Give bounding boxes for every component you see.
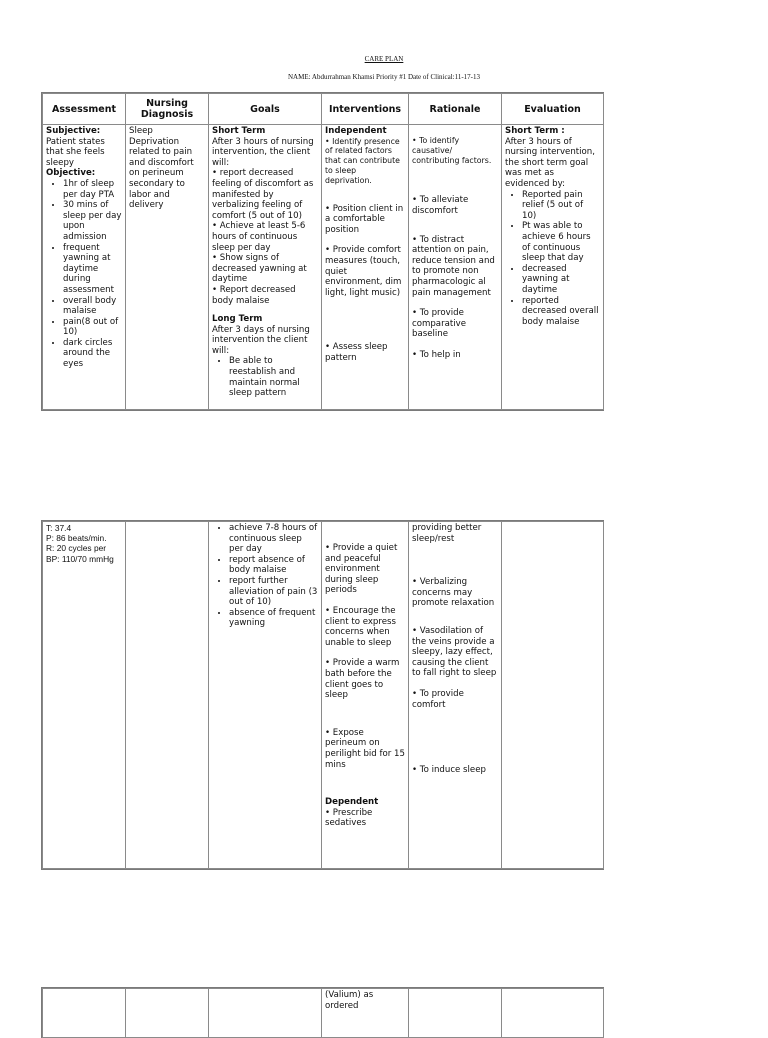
evaluation-label: Short Term : — [505, 126, 565, 136]
short-term-goal: • Show signs of decreased yawning at daytime — [212, 253, 307, 285]
interventions-cell-cont — [322, 989, 409, 1038]
objective-item: • pain(8 out of 10) — [63, 317, 122, 338]
intervention-item: • Encourage the client to express concerns when unable to sleep — [325, 605, 396, 648]
objective-item: • dark circles around the eyes — [63, 338, 122, 370]
dependent-label: Dependent — [325, 797, 379, 808]
vital-sign: R: 20 cycles per — [46, 543, 107, 554]
diagnosis-cell-cont — [126, 522, 209, 869]
rationale-item: • Vasodilation of the veins provide a sleepy, lazy effect, causing the client to fall right to sleep — [412, 625, 497, 679]
intervention-item: • Position client in a comfortable position — [325, 203, 404, 235]
evaluation-item: • decreased yawning at daytime — [522, 264, 600, 296]
care-plan-table-page2 — [41, 520, 604, 870]
rationale-item: • To provide comfort — [412, 688, 464, 710]
vital-sign: BP: 110/70 mmHg — [46, 553, 114, 564]
interventions-cell — [322, 125, 409, 410]
rationale-item: • To induce sleep — [412, 765, 486, 776]
care-plan-title: CARE PLAN — [364, 55, 404, 63]
diagnosis-text: Sleep Deprivation related to pain and discomfort on perineum secondary to labor and delivery — [129, 126, 194, 211]
short-term-label: Short Term — [212, 126, 266, 136]
col-header-nursing-diagnosis: Nursing Diagnosis — [126, 94, 209, 125]
rationale-item: • To help in — [412, 349, 461, 360]
care-plan-table-page1 — [41, 92, 604, 411]
intervention-item: • Assess sleep pattern — [325, 342, 388, 363]
short-term-goal: • report decreased feeling of discomfort as manifested by verbalizing feeling of comfort (5 out of 10) — [212, 168, 314, 221]
intervention-item: • Provide a quiet and peaceful environment during sleep periods — [325, 543, 398, 596]
intervention-item: • Prescribe sedatives — [325, 807, 373, 829]
patient-name-line: NAME: Abdurrahman Khamsi Priority #1 Date of Clinical:11-17-13 — [287, 73, 480, 81]
evaluation-item: • Reported pain relief (5 out of 10) — [522, 190, 600, 222]
vitals-cell — [43, 522, 126, 869]
objective-label: Objective: — [46, 168, 96, 179]
assessment-cell-cont — [43, 989, 126, 1038]
objective-item: • overall body malaise — [63, 296, 122, 317]
objective-item: • frequent yawning at daytime during assessment — [63, 243, 122, 296]
objective-item: • 30 mins of sleep per day upon admission — [63, 200, 122, 242]
evaluation-cell-cont — [502, 522, 604, 869]
care-plan-table-page3 — [41, 987, 604, 1038]
intervention-item: • Identify presence of related factors that can contribute to sleep deprivation. — [325, 136, 400, 185]
col-header-rationale: Rationale — [409, 94, 502, 125]
rationale-cell — [409, 125, 502, 410]
diagnosis-cell — [126, 125, 209, 410]
rationale-cell-cont — [409, 522, 502, 869]
evaluation-cell-cont — [502, 989, 604, 1038]
rationale-item: providing better sleep/rest — [412, 523, 482, 544]
assessment-cell — [43, 125, 126, 410]
goals-cell — [209, 125, 322, 410]
rationale-cell-cont — [409, 989, 502, 1038]
independent-label: Independent — [325, 126, 387, 136]
rationale-item: • To provide comparative baseline — [412, 308, 467, 340]
evaluation-item: • reported decreased overall body malaise — [522, 296, 600, 328]
intervention-item: • Provide comfort measures (touch, quiet environment, dim light, light music) — [325, 245, 402, 298]
evaluation-cell — [502, 125, 604, 410]
col-header-goals: Goals — [209, 94, 322, 125]
intervention-item: • Provide a warm bath before the client goes to sleep — [325, 658, 400, 701]
short-term-goal: • Achieve at least 5-6 hours of continuous sleep per day — [212, 221, 306, 253]
long-term-goal: • report absence of body malaise — [229, 555, 318, 576]
subjective-label: Subjective: — [46, 126, 101, 136]
rationale-item: • To distract attention on pain, reduce tension and to promote non pharmacologic al pain management — [412, 234, 495, 298]
intervention-item: (Valium) as ordered — [325, 990, 374, 1011]
short-term-intro: After 3 hours of nursing intervention, the client will: — [212, 136, 314, 168]
objective-item: • 1hr of sleep per day PTA — [63, 179, 122, 200]
col-header-evaluation: Evaluation — [502, 94, 604, 125]
intervention-item: • Expose perineum on perilight bid for 15 mins — [325, 727, 405, 770]
short-term-goal: • Report decreased body malaise — [212, 284, 296, 306]
long-term-goal: • absence of frequent yawning — [229, 608, 318, 629]
long-term-goal: • achieve 7-8 hours of continuous sleep per day — [229, 523, 318, 555]
vital-sign: P: 86 beats/min. — [46, 533, 107, 544]
goals-cell-cont — [209, 989, 322, 1038]
col-header-assessment: Assessment — [43, 94, 126, 125]
long-term-goal: • Be able to reestablish and maintain normal sleep pattern — [229, 356, 318, 398]
long-term-label: Long Term — [212, 314, 263, 325]
long-term-intro: After 3 days of nursing intervention the client will: — [212, 324, 310, 356]
col-header-interventions: Interventions — [322, 94, 409, 125]
vital-sign: T: 37.4 — [46, 523, 72, 533]
goals-cell-cont — [209, 522, 322, 869]
rationale-item: • To identify causative/ contributing factors. — [412, 136, 492, 165]
subjective-text: Patient states that she feels sleepy — [46, 136, 105, 168]
interventions-cell-cont — [322, 522, 409, 869]
rationale-item: • To alleviate discomfort — [412, 195, 469, 216]
evaluation-intro: After 3 hours of nursing intervention, the short term goal was met as evidenced by: — [505, 136, 595, 189]
evaluation-item: • Pt was able to achieve 6 hours of continuous sleep that day — [522, 221, 600, 263]
diagnosis-cell-cont — [126, 989, 209, 1038]
rationale-item: • Verbalizing concerns may promote relaxation — [412, 577, 495, 609]
long-term-goal: • report further alleviation of pain (3 out of 10) — [229, 576, 318, 608]
